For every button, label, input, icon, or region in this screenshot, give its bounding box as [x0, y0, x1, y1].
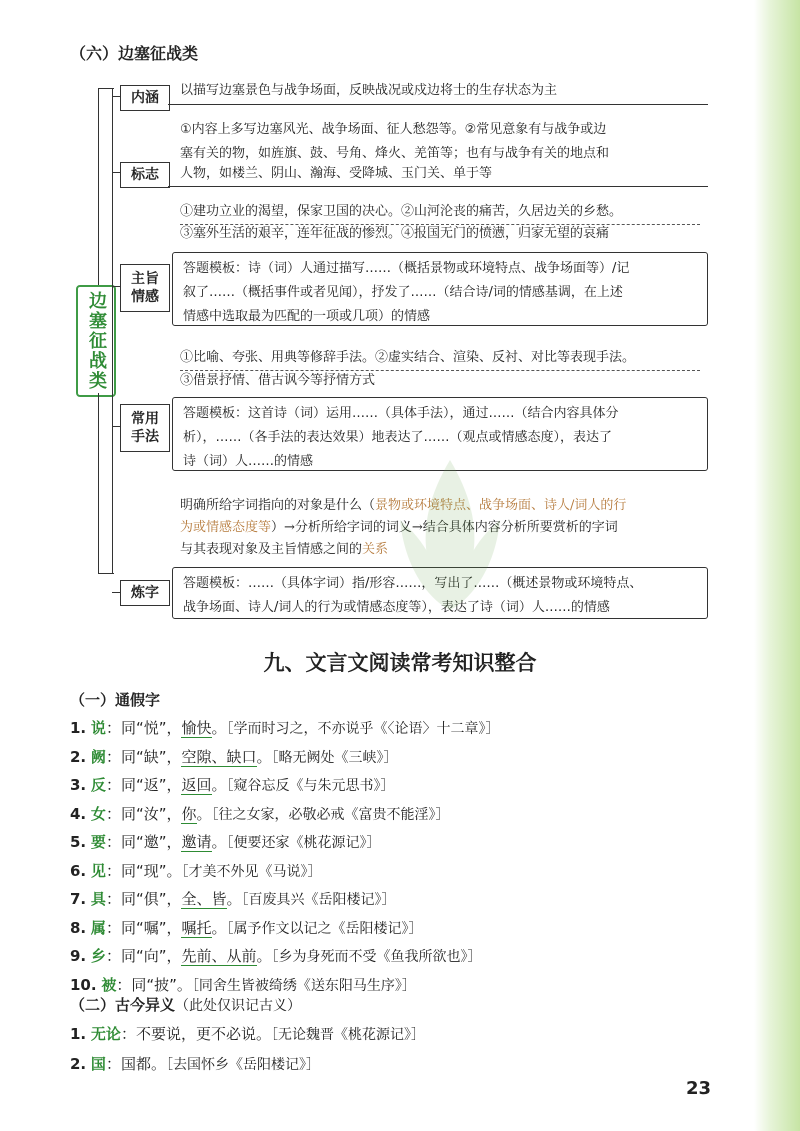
tongjiazi-item — [70, 828, 381, 856]
item-number: 8. — [70, 918, 87, 937]
item-number: 5. — [70, 833, 87, 851]
item-meaning: 全、皆 — [181, 890, 227, 908]
item-source: ［才美不外见《马说》］ — [181, 863, 322, 880]
item-char: 见 — [90, 861, 106, 880]
category-label: 边塞征战类 — [86, 291, 107, 391]
item-char: 说 — [90, 719, 106, 737]
label-shoufa-line1: 常用 — [131, 410, 159, 427]
biaozhi-line-1: ①内容上多写边塞风光、战争场面、征人愁怨等。②常见意象有与战争或边 — [180, 122, 607, 137]
zhuzhi-line-1: ①建功立业的渴望，保家卫国的决心。②山河沦丧的痛苦，久居边关的乡愁。 — [180, 204, 623, 219]
item-tong: ：同“缺”， — [105, 747, 182, 766]
item-tail: 。 — [211, 719, 227, 737]
connector-zhuzhi — [112, 286, 120, 287]
tongjiazi-item — [70, 714, 500, 742]
tree-top-tick — [98, 88, 114, 89]
section-heading: （六）边塞征战类 — [70, 44, 199, 63]
item-char: 属 — [90, 918, 106, 937]
label-zhuzhi-line1: 主旨 — [131, 270, 159, 287]
label-zhuzhi-line2: 情感 — [131, 289, 159, 305]
zhuzhi-dotted-line — [180, 224, 700, 225]
gujin-note: （此处仅识记古义） — [175, 998, 302, 1014]
item-source: ［窥谷忘反《与朱元思书》］ — [226, 778, 395, 794]
item-source: ［无论魏晋《桃花源记》］ — [270, 1027, 425, 1043]
label-lianzi: 炼字 — [120, 580, 170, 606]
item-char: 乡 — [90, 947, 106, 965]
item-tail: 。 — [256, 947, 272, 965]
item-number: 9. — [70, 947, 87, 965]
item-char: 女 — [90, 804, 106, 823]
item-char: 阙 — [90, 747, 106, 766]
item-tong: ：同“现” — [105, 861, 167, 880]
item-source: ［属予作文以记之《岳阳楼记》］ — [226, 920, 423, 937]
connector-shoufa — [112, 426, 120, 427]
item-tail: 。 — [196, 804, 212, 823]
tongjiazi-item — [70, 743, 398, 771]
lianzi-line-2: 为或情感态度等）→分析所给字词的词义→结合具体内容分析所要赏析的字词 — [180, 520, 618, 535]
biaozhi-line-2: 塞有关的物，如旌旗、鼓、号角、烽火、羌笛等；也有与战争有关的地点和 — [180, 146, 610, 161]
item-tong: ：同“悦”， — [105, 719, 182, 737]
zhuzhi-line-2: ③塞外生活的艰辛，连年征战的惨烈。④报国无门的愤懑，归家无望的哀痛 — [180, 226, 610, 241]
item-char: 被 — [101, 975, 117, 994]
item-tong: ：同“汝”， — [105, 804, 182, 823]
item-tail: 。 — [211, 776, 227, 794]
item-number: 1. — [70, 1025, 87, 1043]
section-title: 九、文言文阅读常考知识整合 — [263, 651, 537, 675]
item-char: 要 — [90, 833, 106, 851]
item-char: 反 — [90, 776, 106, 794]
item-meaning: 嘱托 — [181, 918, 212, 937]
item-number: 3. — [70, 776, 87, 794]
item-number: 2. — [70, 747, 87, 766]
shoufa-line-1: ①比喻、夸张、用典等修辞手法。②虚实结合、渲染、反衬、对比等表现手法。 — [180, 350, 636, 365]
connector-neihan — [112, 96, 120, 97]
lianzi-line-3: 与其表现对象及主旨情感之间的关系 — [180, 542, 389, 557]
shoufa-template-line-3: 诗（词）人……的情感 — [183, 454, 314, 469]
label-neihan: 内涵 — [120, 85, 170, 111]
item-number: 6. — [70, 861, 87, 880]
item-source: ［学而时习之，不亦说乎《〈论语〉十二章》］ — [226, 721, 500, 737]
item-source: ［略无阙处《三峡》］ — [271, 749, 398, 766]
lianzi-line-1: 明确所给字词指向的对象是什么（景物或环境特点、战争场面、诗人/词人的行 — [180, 498, 627, 513]
connector-lianzi — [112, 592, 120, 593]
zhuzhi-template-box — [172, 252, 708, 326]
item-char: 国 — [90, 1055, 106, 1073]
item-source: ［去国怀乡《岳阳楼记》］ — [165, 1057, 320, 1073]
item-rest: ：国都。 — [105, 1055, 166, 1073]
page-number: 23 — [686, 1078, 712, 1099]
item-tail: 。 — [166, 861, 182, 880]
shoufa-line-2: ③借景抒情、借古讽今等抒情方式 — [180, 373, 376, 388]
item-number: 2. — [70, 1055, 87, 1073]
item-meaning: 邀请 — [181, 833, 212, 851]
tree-stem-upper — [98, 88, 113, 285]
label-shoufa — [120, 404, 170, 452]
item-tong: ：同“俱”， — [105, 890, 182, 908]
connector-biaozhi — [112, 172, 120, 173]
lianzi-template-line-2: 战争场面、诗人/词人的行为或情感态度等），表达了诗（词）人……的情感 — [183, 600, 610, 615]
tree-bottom-tick — [98, 573, 114, 574]
item-tail: 。 — [176, 975, 192, 994]
shoufa-template-line-2: 析），……（各手法的表达效果）地表达了……（观点或情感态度），表达了 — [183, 430, 613, 445]
item-number: 7. — [70, 890, 87, 908]
item-meaning: 你 — [181, 804, 197, 823]
item-meaning: 空隙、缺口 — [181, 747, 257, 766]
biaozhi-underline — [168, 186, 708, 187]
category-box — [76, 285, 116, 397]
item-number: 1. — [70, 719, 87, 737]
item-source: ［同舍生皆被绮绣《送东阳马生序》］ — [191, 977, 416, 994]
tongjiazi-item — [70, 942, 482, 970]
tongjiazi-item — [70, 800, 450, 828]
zhuzhi-template-line-2: 叙了……（概括事件或者见闻），抒发了……（结合诗/词的情感基调，在上述 — [183, 285, 623, 300]
tongjiazi-item — [70, 914, 423, 942]
gujin-item — [70, 1020, 425, 1048]
item-tail: 。 — [211, 833, 227, 851]
item-source: ［往之女家，必敬必戒《富贵不能淫》］ — [211, 806, 450, 823]
shoufa-template-line-1: 答题模板：这首诗（词）运用……（具体手法），通过……（结合内容具体分 — [183, 406, 619, 421]
neihan-underline — [168, 104, 708, 105]
item-tong: ：同“向”， — [105, 947, 182, 965]
item-tong: ：同“邀”， — [105, 833, 182, 851]
gujin-item — [70, 1050, 320, 1078]
neihan-text: 以描写边塞景色与战争场面，反映战况或戍边将士的生存状态为主 — [180, 83, 558, 98]
item-char: 具 — [90, 890, 106, 908]
zhuzhi-template-line-3: 情感中选取最为匹配的一项或几项）的情感 — [183, 309, 431, 324]
item-tong: ：同“返”， — [105, 776, 182, 794]
tongjiazi-item — [70, 771, 395, 799]
lianzi-template-line-1: 答题模板：……（具体字词）指/形容……，写出了……（概述景物或环境特点、 — [183, 576, 643, 591]
item-meaning: 愉快 — [181, 719, 212, 737]
tongjiazi-item — [70, 885, 396, 913]
item-meaning: 先前、从前 — [181, 947, 257, 965]
item-char: 无论 — [90, 1025, 121, 1043]
page-edge-strip — [754, 0, 800, 1131]
item-tail: 。 — [256, 747, 272, 766]
gujin-heading: （二）古今异义（此处仅识记古义） — [70, 996, 302, 1014]
item-source: ［百废具兴《岳阳楼记》］ — [241, 892, 396, 908]
item-source: ［便要还家《桃花源记》］ — [226, 835, 381, 851]
lianzi-template-box — [172, 567, 708, 619]
tree-stem-lower — [98, 393, 113, 573]
shoufa-template-box — [172, 397, 708, 471]
biaozhi-line-3: 人物，如楼兰、阴山、瀚海、受降城、玉门关、单于等 — [180, 166, 493, 181]
item-number: 10. — [70, 975, 97, 994]
item-tail: 。 — [226, 890, 242, 908]
item-rest: ：不要说，更不必说。 — [120, 1025, 271, 1043]
label-shoufa-line2: 手法 — [131, 429, 159, 445]
item-meaning: 返回 — [181, 776, 212, 794]
item-tail: 。 — [211, 918, 227, 937]
item-number: 4. — [70, 804, 87, 823]
item-tong: ：同“嘱”， — [105, 918, 182, 937]
zhuzhi-template-line-1: 答题模板：诗（词）人通过描写……（概括景物或环境特点、战争场面等）/记 — [183, 261, 630, 276]
label-biaozhi: 标志 — [120, 162, 170, 188]
label-zhuzhi — [120, 264, 170, 312]
tongjiazi-heading: （一）通假字 — [70, 691, 161, 709]
tongjiazi-item — [70, 857, 322, 885]
bracket-line — [112, 88, 119, 573]
item-source: ［乡为身死而不受《鱼我所欲也》］ — [271, 949, 482, 965]
shoufa-dotted-line — [180, 370, 700, 371]
item-tong: ：同“披” — [116, 975, 177, 994]
